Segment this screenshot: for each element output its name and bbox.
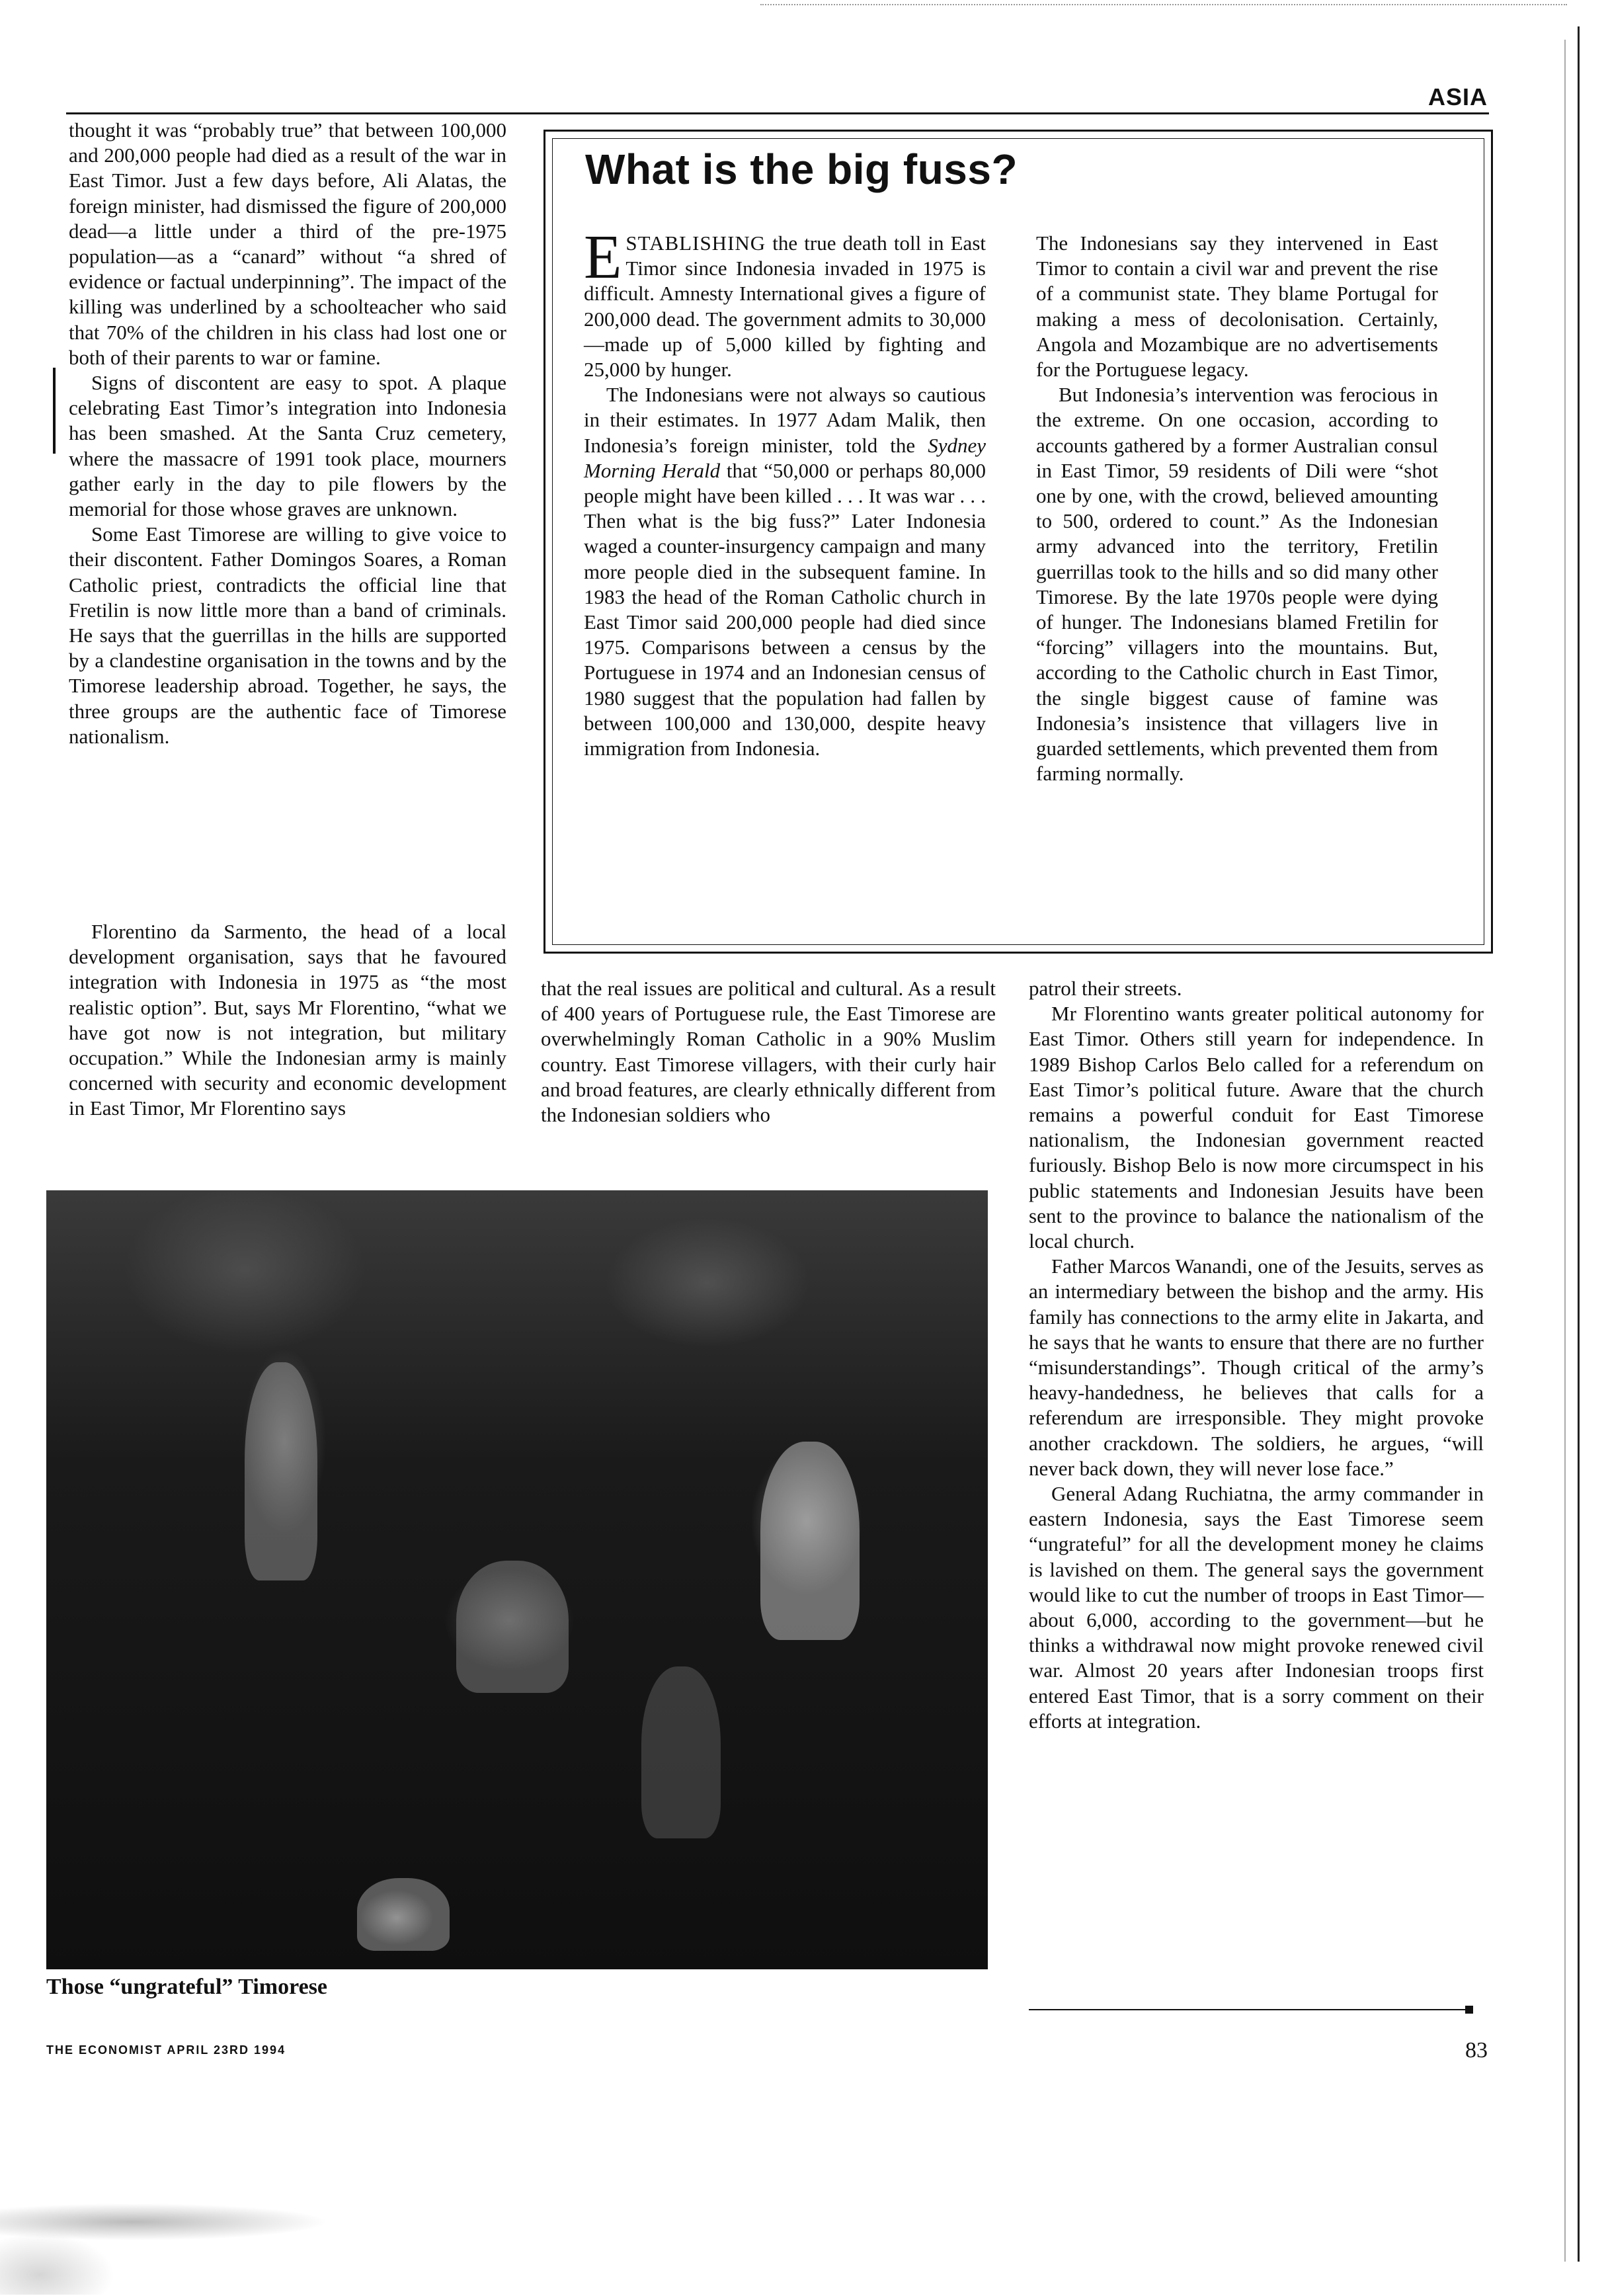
- page-edge: [1578, 26, 1580, 2262]
- photo-caption: Those “ungrateful” Timorese: [46, 1975, 328, 1999]
- sidebar-column-1: [584, 223, 986, 761]
- text-run: that “50,000 or perhaps 80,000 people might have been killed . . . It was war . . . Then what is the big fuss?” Later Indonesia waged a counter-insurgency campaign and many more people died in the subsequent famine. In 1983 the head of the Roman Catholic church in East Timor said 200,000 people had died since 1975. Comparisons between a census by the Portuguese in 1974 and an Indonesian census of 1980 suggest that the population had fallen by between 100,000 and 130,000, despite heavy immigration from Indonesia.: [584, 458, 986, 760]
- paragraph: Father Marcos Wanandi, one of the Jesuits, serves as an intermediary between the bishop and the army. His family has connections to the army elite in Jakarta, and he says that he wants to ensure that there are no further “misunderstandings”. Though critical of the army’s heavy-handedness, he believes that calls for a referendum are irresponsible. They might provoke another crackdown. The soldiers, he argues, “will never back down, they will never lose face.”: [1029, 1254, 1484, 1480]
- sidebar-lead-paragraph: [584, 223, 986, 382]
- sidebar-title: What is the big fuss?: [585, 145, 1018, 193]
- lead-text: the true death toll in East Timor since Indonesia invaded in 1975 is difficult. Amnesty International gives a figure of 200,000 dead. The government admits to 30,000—made up of 5,000 killed by fighting and 25,000 by hunger.: [584, 231, 986, 382]
- paragraph: patrol their streets.: [1029, 977, 1182, 1000]
- article-column-2-lower: [541, 976, 996, 1128]
- scan-artifact-top: [760, 4, 1567, 16]
- article-end-mark: [1465, 2006, 1473, 2014]
- page-number: 83: [1465, 2038, 1488, 2063]
- sidebar-box: [543, 130, 1493, 954]
- photo-figure: [245, 1362, 317, 1580]
- text-run: The Indonesians were not always so cautious in their estimates. In 1977 Adam Malik, then Indonesia’s foreign minister, told the: [584, 383, 986, 457]
- article-column-1: [69, 118, 506, 749]
- header-rule: [66, 112, 1489, 114]
- article-photo: [46, 1190, 988, 1969]
- article-column-3-lower: [1029, 976, 1484, 1734]
- margin-mark: [53, 368, 56, 454]
- page-edge-shadow: [1564, 40, 1566, 2262]
- photo-figure: [641, 1666, 721, 1838]
- paragraph: that the real issues are political and cultural. As a result of 400 years of Portuguese rule, the East Timorese are overwhelmingly Roman Catholic in a 90% Muslim country. East Timorese villagers, with their curly hair and broad features, are clearly ethnically different from the Indonesian soldiers who: [541, 977, 996, 1127]
- article-end-rule: [1029, 2009, 1473, 2010]
- photo-figure: [357, 1878, 450, 1951]
- lead-smallcaps: STABLISHING: [625, 231, 766, 255]
- paragraph: Signs of discontent are easy to spot. A plaque celebrating East Timor’s integration into Indonesia has been smashed. At the Santa Cruz cemetery, where the massacre of 1991 took place, mourners gather early in the day to pile flowers by the memorial for those whose graves are unknown.: [69, 371, 506, 521]
- photo-figure: [456, 1561, 569, 1693]
- scan-artifact-bottom: [0, 2176, 542, 2295]
- paragraph: General Adang Ruchiatna, the army commander in eastern Indonesia, says the East Timorese seem “ungrateful” for all the development money he claims is lavished on them. The general says the government would like to cut the number of troops in East Timor—about 6,000, according to the government—but he thinks a withdrawal now might provoke renewed civil war. Almost 20 years after Indonesian troops first entered East Timor, that is a sorry comment on their efforts at integration.: [1029, 1482, 1484, 1733]
- section-label: ASIA: [1427, 83, 1488, 110]
- newspaper-title: Sydney Morning Herald: [584, 433, 986, 482]
- publication-footer: THE ECONOMIST APRIL 23RD 1994: [46, 2043, 286, 2057]
- paragraph: Some East Timorese are willing to give voice to their discontent. Father Domingos Soares, a Roman Catholic priest, contradicts the official line that Fretilin is now little more than a band of criminals. He says that the guerrillas in the hills are supported by a clandestine organisation in the towns and by the Timorese leadership abroad. Together, he says, the three groups are the authentic face of Timorese nationalism.: [69, 522, 506, 748]
- sidebar-column-2: [1036, 231, 1438, 786]
- paragraph: The Indonesians say they intervened in East Timor to contain a civil war and prevent the rise of a communist state. They blame Portugal for making a mess of decolonisation. Certainly, Angola and Mozambique are no advertisements for the Portuguese legacy.: [1036, 231, 1438, 382]
- paragraph: But Indonesia’s intervention was ferocious in the extreme. On one occasion, according to accounts gathered by a former Australian consul in East Timor, 59 residents of Dili were “shot one by one, with the crowd, believed amounting to 500, ordered to count.” As the Indonesian army advanced into the territory, Fretilin guerrillas took to the hills and so did many other Timorese. By the late 1970s people were dying of hunger. The Indonesians blamed Fretilin for “forcing” villagers into the mountains. But, according to the Catholic church in East Timor, the single biggest cause of famine was Indonesia’s insistence that villagers live in guarded settlements, which prevented them from farming normally.: [1036, 383, 1438, 786]
- paragraph: [584, 382, 986, 761]
- drop-cap: E: [584, 223, 622, 292]
- paragraph: Florentino da Sarmento, the head of a local development organisation, says that he favoured integration with Indonesia in 1975 as “the most realistic option”. But, says Mr Florentino, “what we have got now is not integration, but military occupation.” While the Indonesian army is mainly concerned with security and economic development in East Timor, Mr Florentino says: [69, 920, 506, 1120]
- paragraph: thought it was “probably true” that between 100,000 and 200,000 people had died as a result of the war in East Timor. Just a few days before, Ali Alatas, the foreign minister, had dismissed the figure of 200,000 dead—a little under a third of the pre-1975 population—as a “canard” without “a shred of evidence or factual underpinning”. The impact of the killing was underlined by a schoolteacher who said that 70% of the children in his class had lost one or both of their parents to war or famine.: [69, 118, 506, 369]
- photo-figure: [760, 1442, 860, 1640]
- paragraph: Mr Florentino wants greater political autonomy for East Timor. Others still yearn for independence. In 1989 Bishop Carlos Belo called for a referendum on East Timor’s political future. Aware that the church remains a powerful conduit for East Timorese nationalism, the Indonesian government reacted furiously. Bishop Belo is now more circumspect in his public statements and Indonesian Jesuits have been sent to the province to balance the nationalism of the local church.: [1029, 1002, 1484, 1253]
- article-column-1-lower: [69, 919, 506, 1122]
